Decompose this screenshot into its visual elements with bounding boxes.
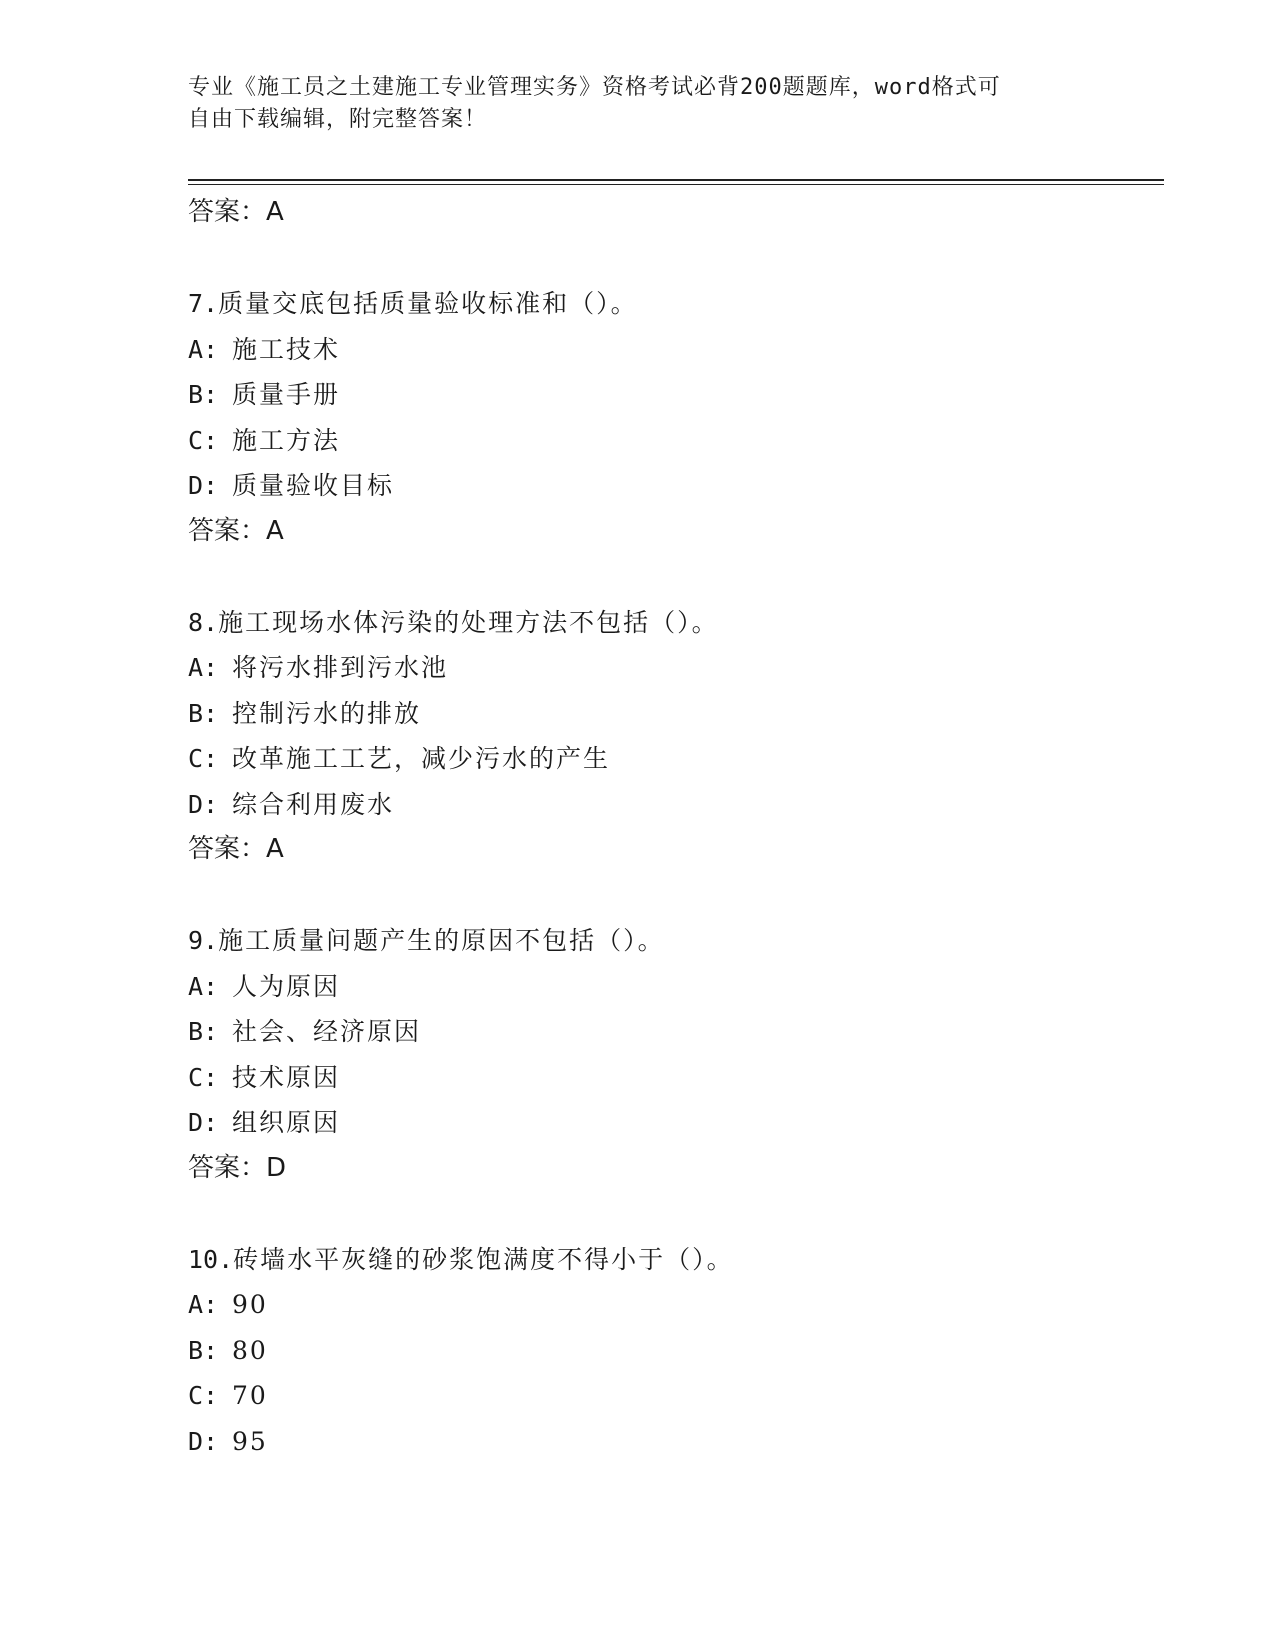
option-b — [188, 691, 1168, 737]
option-letter: D: — [188, 471, 219, 500]
option-d — [188, 782, 1168, 828]
option-a — [188, 327, 1168, 373]
option-b — [188, 372, 1168, 418]
question-number: 7. — [188, 289, 219, 318]
spacer — [188, 236, 1168, 282]
option-letter: C: — [188, 744, 219, 773]
option-text: 95 — [232, 1426, 268, 1456]
option-letter: D: — [188, 789, 219, 819]
question-text: 施工现场水体污染的处理方法不包括（）。 — [218, 607, 719, 637]
option-letter: A: — [188, 971, 219, 1001]
option-a — [188, 964, 1168, 1010]
option-d — [188, 1100, 1168, 1146]
header-rule-thick — [188, 179, 1164, 181]
option-text: 80 — [232, 1335, 268, 1365]
option-text: 质量验收目标 — [232, 471, 395, 500]
header-rule-thin — [188, 184, 1164, 185]
option-letter: B: — [188, 698, 219, 728]
option-text: 组织原因 — [232, 1108, 341, 1137]
header-line-2: 自由下载编辑，附完整答案！ — [188, 107, 488, 132]
option-b — [188, 1328, 1168, 1374]
option-c — [188, 1373, 1168, 1419]
question-stem — [188, 1237, 1168, 1283]
option-text: 技术原因 — [232, 1062, 341, 1092]
option-text: 社会、经济原因 — [232, 1017, 422, 1046]
question-number: 8. — [188, 607, 219, 637]
option-d — [188, 1419, 1168, 1465]
option-letter: A: — [188, 334, 219, 364]
option-b — [188, 1009, 1168, 1055]
header-line-1: 专业《施工员之土建施工专业管理实务》资格考试必背200题题库，word格式可 — [188, 75, 1001, 100]
option-a — [188, 645, 1168, 691]
option-text: 将污水排到污水池 — [232, 653, 449, 682]
option-d — [188, 463, 1168, 509]
option-letter: D: — [188, 1108, 219, 1137]
option-text: 控制污水的排放 — [232, 698, 422, 728]
question-number: 9. — [188, 926, 219, 955]
document-header — [188, 72, 1088, 136]
spacer — [188, 873, 1168, 919]
option-letter: A: — [188, 653, 219, 682]
option-text: 综合利用废水 — [232, 789, 395, 819]
question-stem — [188, 600, 1168, 646]
question-number: 10. — [188, 1244, 234, 1274]
option-text: 施工技术 — [232, 334, 341, 364]
option-text: 70 — [232, 1381, 268, 1410]
option-a — [188, 1282, 1168, 1328]
option-c — [188, 736, 1168, 782]
option-c — [188, 1055, 1168, 1101]
answer-line: 答案：A — [188, 515, 284, 546]
option-letter: B: — [188, 380, 219, 409]
question-text: 质量交底包括质量验收标准和（）。 — [218, 289, 638, 318]
question-text: 施工质量问题产生的原因不包括（）。 — [218, 926, 665, 955]
question-stem — [188, 281, 1168, 327]
question-text: 砖墙水平灰缝的砂浆饱满度不得小于（）。 — [233, 1244, 734, 1274]
spacer — [188, 1191, 1168, 1237]
answer-line: 答案：D — [188, 1152, 287, 1183]
option-letter: C: — [188, 1062, 219, 1092]
option-text: 改革施工工艺，减少污水的产生 — [232, 744, 611, 773]
option-text: 人为原因 — [232, 971, 341, 1001]
option-letter: B: — [188, 1017, 219, 1046]
option-letter: C: — [188, 1381, 219, 1410]
option-c — [188, 418, 1168, 464]
option-letter: B: — [188, 1335, 219, 1365]
option-text: 质量手册 — [232, 380, 341, 409]
option-letter: D: — [188, 1426, 219, 1456]
option-letter: C: — [188, 425, 219, 455]
option-letter: A: — [188, 1290, 219, 1319]
answer-line: 答案：A — [188, 834, 284, 864]
option-text: 90 — [232, 1290, 268, 1319]
question-stem — [188, 918, 1168, 964]
question-list — [188, 190, 1168, 1464]
spacer — [188, 554, 1168, 600]
option-text: 施工方法 — [232, 425, 341, 455]
answer-line: 答案：A — [188, 197, 284, 227]
